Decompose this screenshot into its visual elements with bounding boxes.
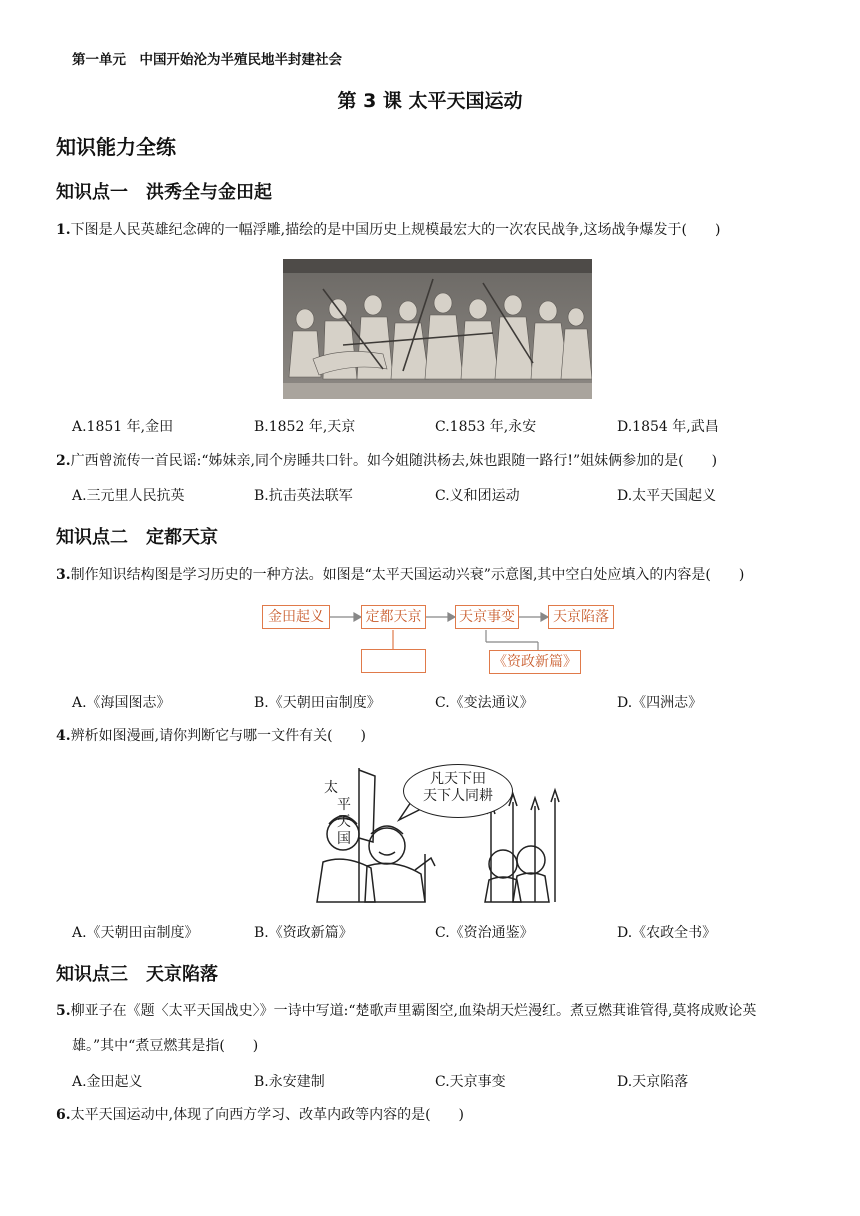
knowledge-point-2: 知识点二 定都天京 [56,527,218,548]
box-zizheng-xinpian: 《资政新篇》 [489,650,581,674]
option-a[interactable]: A.1851 年,金田 [72,419,174,435]
question-number: 6. [56,1107,71,1123]
question-6 [56,1099,816,1131]
question-number: 4. [56,728,71,744]
lesson-title: 第 3 课 太平天国运动 [337,90,523,112]
option-d[interactable]: D.1854 年,武昌 [617,419,719,435]
cartoon-image [315,762,565,904]
option-c[interactable]: C.天京事变 [435,1074,506,1090]
structure-diagram [260,604,620,676]
option-b[interactable]: B.抗击英法联军 [254,488,353,504]
question-number: 3. [56,567,71,583]
blank-box [361,649,426,673]
flag-text: 太 平 天 国 [324,780,351,847]
question-2-options [56,485,816,513]
option-c[interactable]: C.《变法通议》 [435,695,534,711]
question-5-options [56,1071,816,1099]
question-3-options [56,692,816,720]
option-c[interactable]: C.1853 年,永安 [435,419,537,435]
question-1 [56,214,816,246]
question-text: 雄。”其中“煮豆燃萁是指( ) [72,1038,259,1054]
option-a[interactable]: A.《天朝田亩制度》 [72,925,199,941]
question-text: 制作知识结构图是学习历史的一种方法。如图是“太平天国运动兴衰”示意图,其中空白处应填入的内容是( ) [70,567,745,583]
option-c[interactable]: C.义和团运动 [435,488,520,504]
option-d[interactable]: D.天京陷落 [617,1074,689,1090]
question-number: 2. [56,453,71,469]
box-tianjing-incident: 天京事变 [455,605,519,629]
relief-sculpture-image [283,259,592,399]
question-3 [56,559,816,591]
question-number: 1. [56,222,71,238]
option-d[interactable]: D.《四洲志》 [617,695,703,711]
question-text: 柳亚子在《题〈太平天国战史〉》一诗中写道:“楚歌声里霸图空,血染胡天烂漫红。煮豆燃萁谁管得,莫将成败论英 [70,1003,757,1019]
option-b[interactable]: B.《天朝田亩制度》 [254,695,381,711]
option-b[interactable]: B.1852 年,天京 [254,419,356,435]
knowledge-point-1: 知识点一 洪秀全与金田起 [56,182,272,203]
speech-bubble: 凡天下田 天下人同耕 [403,764,513,818]
question-text: 下图是人民英雄纪念碑的一幅浮雕,描绘的是中国历史上规模最宏大的一次农民战争,这场战争爆发于( ) [70,222,721,238]
question-2 [56,445,816,477]
section-heading: 知识能力全练 [56,135,176,159]
option-a[interactable]: A.《海国图志》 [72,695,171,711]
option-b[interactable]: B.永安建制 [254,1074,325,1090]
option-b[interactable]: B.《资政新篇》 [254,925,353,941]
question-number: 5. [56,1003,71,1019]
question-4-options [56,922,816,950]
question-text: 太平天国运动中,体现了向西方学习、改革内政等内容的是( ) [70,1107,464,1123]
box-tianjing-fall: 天京陷落 [548,605,614,629]
question-5-continued [72,1030,832,1062]
question-text: 辨析如图漫画,请你判断它与哪一文件有关( ) [70,728,366,744]
unit-title: 第一单元 中国开始沦为半殖民地半封建社会 [72,52,342,68]
question-4 [56,720,816,752]
option-a[interactable]: A.三元里人民抗英 [72,488,185,504]
box-capital-tianjing: 定都天京 [361,605,426,629]
question-1-options [56,416,816,444]
option-a[interactable]: A.金田起义 [72,1074,143,1090]
question-5 [56,995,816,1027]
option-d[interactable]: D.《农政全书》 [617,925,717,941]
box-jintian-uprising: 金田起义 [262,605,330,629]
option-d[interactable]: D.太平天国起义 [617,488,717,504]
knowledge-point-3: 知识点三 天京陷落 [56,964,218,985]
option-c[interactable]: C.《资治通鉴》 [435,925,534,941]
question-text: 广西曾流传一首民谣:“姊妹亲,同个房睡共口针。如今姐随洪杨去,妹也跟随一路行!”姐妹俩参加的是( ) [70,453,718,469]
